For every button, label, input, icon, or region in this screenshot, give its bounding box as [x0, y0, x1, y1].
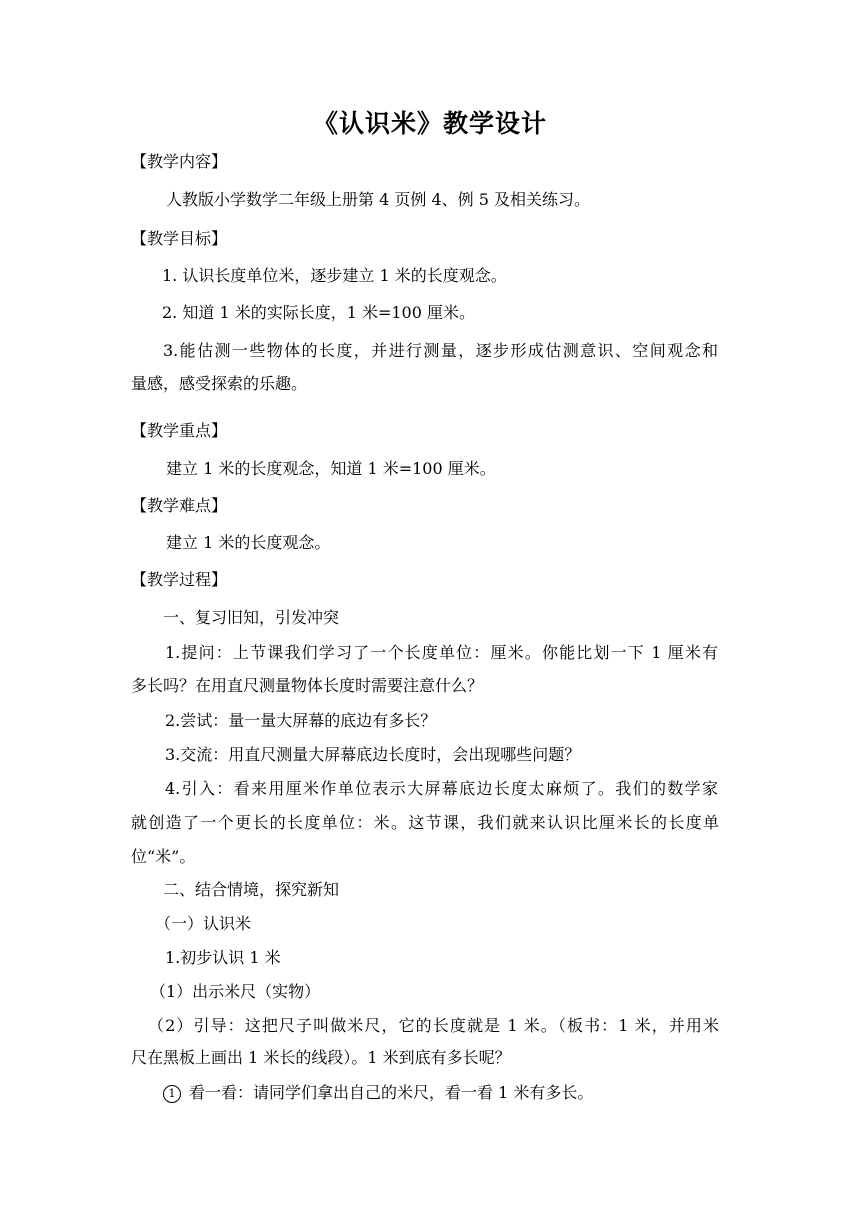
step-4-line-1: 4.引入：看来用厘米作单位表示大屏幕底边长度太麻烦了。我们的数学家 — [165, 779, 718, 798]
step-4-line-3: 位“米”。 — [131, 847, 196, 866]
step-4-line-2: 就创造了一个更长的长度单位：米。这节课，我们就来认识比厘米长的长度单 — [131, 813, 719, 832]
difficulty-text: 建立 1 米的长度观念。 — [166, 533, 331, 552]
process-heading: 【教学过程】 — [131, 570, 228, 589]
key-point-text: 建立 1 米的长度观念，知道 1 米=100 厘米。 — [166, 459, 496, 478]
key-point-heading: 【教学重点】 — [131, 421, 228, 440]
goal-item-3-line-1: 3.能估测一些物体的长度，并进行测量，逐步形成估测意识、空间观念和 — [163, 341, 718, 360]
step-1-line-1: 1.提问：上节课我们学习了一个长度单位：厘米。你能比划一下 1 厘米有 — [165, 643, 718, 662]
goal-item-2: 2. 知道 1 米的实际长度，1 米=100 厘米。 — [162, 303, 476, 322]
document-title: 《认识米》教学设计 — [312, 109, 547, 138]
teaching-content-heading: 【教学内容】 — [131, 152, 228, 171]
step-3: 3.交流：用直尺测量大屏幕底边长度时，会出现哪些问题？ — [165, 745, 581, 764]
circled-item-text: 看一看：请同学们拿出自己的米尺，看一看 1 米有多长。 — [189, 1083, 594, 1102]
item-1: （1）出示米尺（实物） — [150, 982, 321, 1001]
goal-item-1: 1. 认识长度单位米，逐步建立 1 米的长度观念。 — [162, 266, 507, 285]
item-2-line-1: （2）引导：这把尺子叫做米尺，它的长度就是 1 米。（板书：1 米，并用米 — [148, 1016, 719, 1035]
substep-1: 1.初步认识 1 米 — [165, 948, 281, 967]
step-2: 2.尝试：量一量大屏幕的底边有多长？ — [165, 711, 437, 730]
circled-item — [163, 1083, 593, 1103]
subsection-1-title: （一）认识米 — [155, 914, 252, 933]
part-1-title: 一、复习旧知，引发冲突 — [163, 608, 340, 627]
goal-item-3-line-2: 量感，感受探索的乐趣。 — [131, 374, 308, 393]
part-2-title: 二、结合情境，探究新知 — [163, 880, 340, 899]
item-2-line-2: 尺在黑板上画出 1 米长的线段）。1 米到底有多长呢？ — [131, 1048, 511, 1067]
circled-number-one: 1 — [163, 1085, 181, 1103]
difficulty-heading: 【教学难点】 — [131, 496, 228, 515]
teaching-content-text: 人教版小学数学二年级上册第 4 页例 4、例 5 及相关练习。 — [166, 190, 590, 209]
teaching-goals-heading: 【教学目标】 — [131, 229, 228, 248]
step-1-line-2: 多长吗？在用直尺测量物体长度时需要注意什么？ — [131, 676, 484, 695]
